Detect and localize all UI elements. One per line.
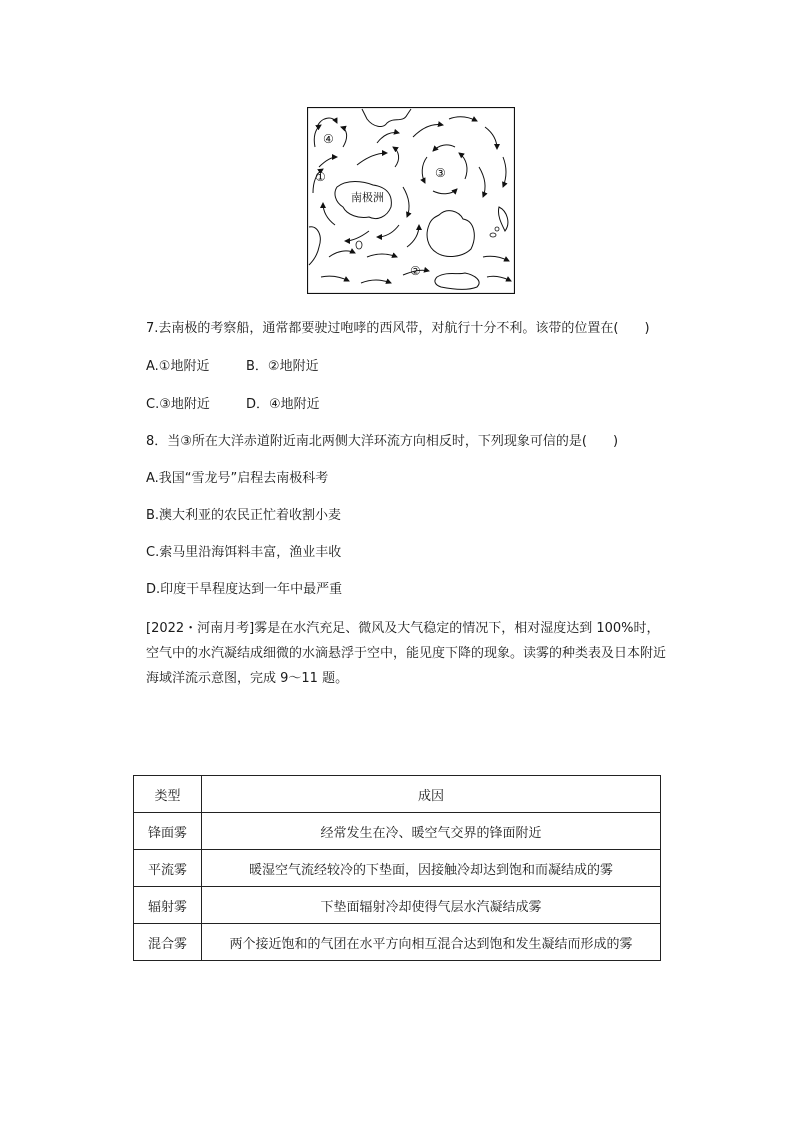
table-row	[134, 850, 661, 887]
table-row	[134, 887, 661, 924]
row-cause: 暖湿空气流经较冷的下垫面，因接触冷却达到饱和而凝结成的雾	[202, 850, 661, 887]
row-type: 锋面雾	[134, 813, 202, 850]
marker-4: ④	[323, 132, 334, 146]
q8-option-d: D.印度干旱程度达到一年中最严重	[146, 582, 343, 597]
q7-option-d: D．④地附近	[246, 397, 320, 412]
row-cause: 下垫面辐射冷却使得气层水汽凝结成雾	[202, 887, 661, 924]
row-type: 辐射雾	[134, 887, 202, 924]
antarctica-label: 南极洲	[351, 191, 384, 204]
q7-option-c: C.③地附近	[146, 397, 210, 412]
fog-types-table	[133, 775, 661, 961]
q7-option-a: A.①地附近	[146, 359, 210, 374]
row-cause: 两个接近饱和的气团在水平方向相互混合达到饱和发生凝结而形成的雾	[202, 924, 661, 961]
intro-line-1: [2022・河南月考]雾是在水汽充足、微风及大气稳定的情况下，相对湿度达到 100%时，	[146, 621, 660, 636]
intro-paragraph	[146, 616, 666, 691]
table-row	[134, 924, 661, 961]
row-type: 平流雾	[134, 850, 202, 887]
table-header-row	[134, 776, 661, 813]
q8-option-a: A.我国“雪龙号”启程去南极科考	[146, 471, 329, 486]
marker-1: ①	[315, 170, 326, 184]
q8-option-b: B.澳大利亚的农民正忙着收割小麦	[146, 508, 342, 523]
intro-line-3: 海域洋流示意图，完成 9～11 题。	[146, 671, 349, 686]
question-7-stem: 7.去南极的考察船，通常都要驶过咆哮的西风带，对航行十分不利。该带的位置在( )	[146, 321, 650, 336]
q8-option-c: C.索马里沿海饵料丰富，渔业丰收	[146, 545, 342, 560]
question-8-stem: 8．当③所在大洋赤道附近南北两侧大洋环流方向相反时，下列现象可信的是( )	[146, 434, 619, 449]
marker-2: ②	[410, 264, 421, 278]
q7-option-b: B．②地附近	[246, 359, 319, 374]
marker-3: ③	[435, 166, 446, 180]
row-type: 混合雾	[134, 924, 202, 961]
intro-line-2: 空气中的水汽凝结成细微的水滴悬浮于空中，能见度下降的现象。读雾的种类表及日本附近	[146, 646, 667, 661]
header-type: 类型	[134, 776, 202, 813]
ocean-current-map	[307, 107, 515, 294]
table-row	[134, 813, 661, 850]
header-cause: 成因	[202, 776, 661, 813]
row-cause: 经常发生在冷、暖空气交界的锋面附近	[202, 813, 661, 850]
